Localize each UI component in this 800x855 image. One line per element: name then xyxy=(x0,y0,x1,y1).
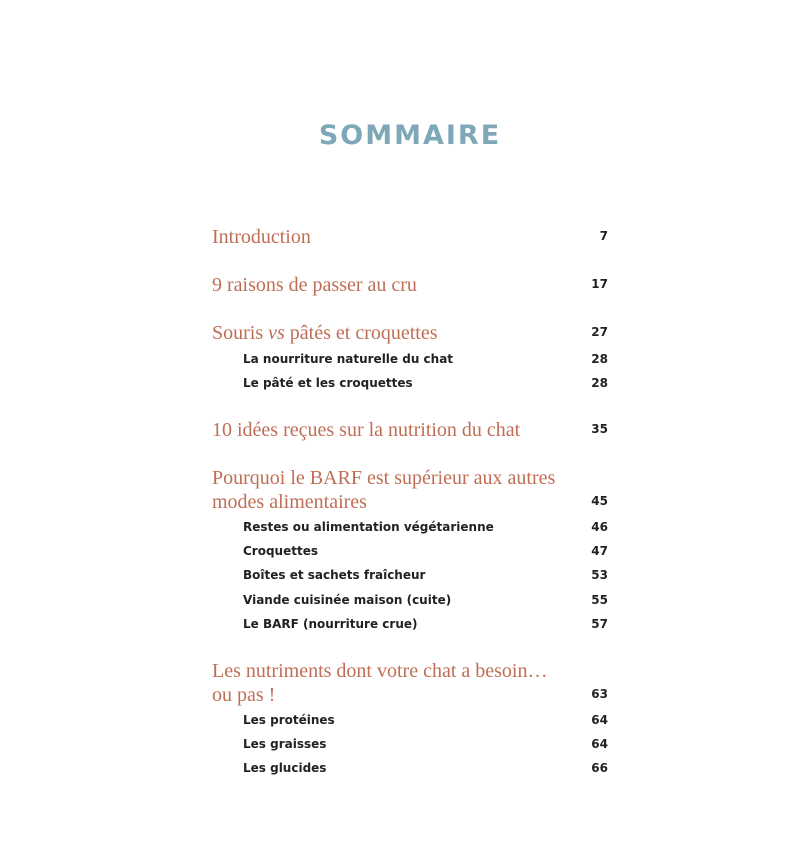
toc-section[interactable] xyxy=(243,566,608,584)
chapter-page-number: 7 xyxy=(599,229,608,243)
section-page-number: 66 xyxy=(591,761,608,775)
section-title: Le BARF (nourriture crue) xyxy=(243,617,418,631)
chapter-page-number: 45 xyxy=(591,494,608,508)
toc-section[interactable] xyxy=(243,542,608,560)
toc-section[interactable] xyxy=(243,350,608,368)
toc-section[interactable] xyxy=(243,518,608,536)
section-page-number: 55 xyxy=(591,593,608,607)
section-page-number: 46 xyxy=(591,520,608,534)
toc-chapter[interactable] xyxy=(212,225,608,249)
toc-chapter[interactable] xyxy=(212,321,608,345)
toc-section[interactable] xyxy=(243,615,608,633)
section-title: La nourriture naturelle du chat xyxy=(243,352,454,366)
section-title: Restes ou alimentation végétarienne xyxy=(243,520,494,534)
chapter-title: Souris vs pâtés et croquettes xyxy=(212,322,438,344)
toc-chapter[interactable] xyxy=(212,418,608,442)
toc-section[interactable] xyxy=(243,591,608,609)
section-title: Le pâté et les croquettes xyxy=(243,376,413,390)
toc-section[interactable] xyxy=(243,711,608,729)
chapter-title: 10 idées reçues sur la nutrition du chat xyxy=(212,419,521,441)
chapter-page-number: 27 xyxy=(591,325,608,339)
section-page-number: 64 xyxy=(591,737,608,751)
toc-section[interactable] xyxy=(243,735,608,753)
toc-chapter[interactable] xyxy=(212,466,608,514)
chapter-page-number: 17 xyxy=(591,277,608,291)
chapter-title: 9 raisons de passer au cru xyxy=(212,274,417,296)
chapter-title: Introduction xyxy=(212,226,311,248)
section-title: Viande cuisinée maison (cuite) xyxy=(243,593,452,607)
page-title: SOMMAIRE xyxy=(318,120,502,151)
chapter-page-number: 35 xyxy=(591,422,608,436)
section-page-number: 57 xyxy=(591,617,608,631)
section-title: Boîtes et sachets fraîcheur xyxy=(243,568,426,582)
section-page-number: 53 xyxy=(591,568,608,582)
toc-section[interactable] xyxy=(243,759,608,777)
section-title: Les protéines xyxy=(243,713,335,727)
section-title: Croquettes xyxy=(243,544,318,558)
toc-chapter[interactable] xyxy=(212,273,608,297)
toc-section[interactable] xyxy=(243,374,608,392)
section-page-number: 47 xyxy=(591,544,608,558)
section-title: Les graisses xyxy=(243,737,327,751)
section-title: Les glucides xyxy=(243,761,327,775)
section-page-number: 28 xyxy=(591,376,608,390)
toc-chapter[interactable] xyxy=(212,659,608,707)
chapter-title: Pourquoi le BARF est supérieur aux autres modes alimentaires xyxy=(212,467,556,513)
section-page-number: 64 xyxy=(591,713,608,727)
section-page-number: 28 xyxy=(591,352,608,366)
chapter-title: Les nutriments dont votre chat a besoin… ou pas ! xyxy=(212,660,548,706)
chapter-page-number: 63 xyxy=(591,687,608,701)
